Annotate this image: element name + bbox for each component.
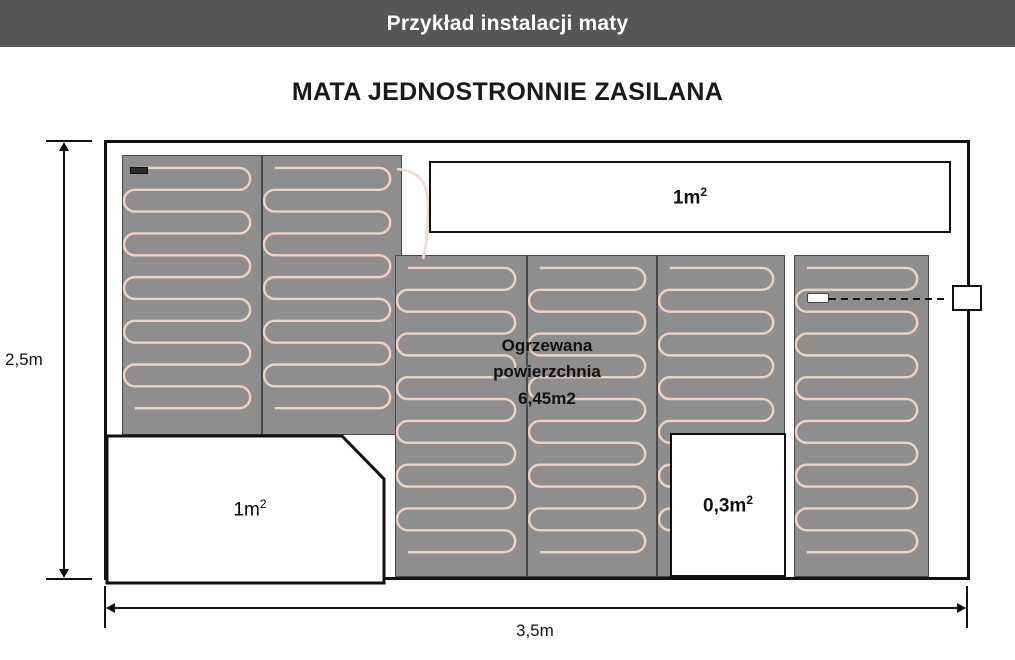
heating-cable-serpentine xyxy=(263,156,401,434)
heated-area-line-3: 6,45m2 xyxy=(518,388,576,408)
cutout-bottom-middle xyxy=(670,433,786,577)
room-outline xyxy=(104,140,970,580)
heated-area-line-1: Ogrzewana xyxy=(501,336,593,355)
sensor-lead-line xyxy=(829,293,954,305)
cutout-bottom-left xyxy=(104,433,396,586)
cutout-top-right xyxy=(429,161,951,233)
dim-line-vertical xyxy=(63,146,65,574)
dim-tick-right xyxy=(966,586,968,628)
dim-arrow-left xyxy=(106,603,115,613)
dim-arrow-up xyxy=(59,142,69,151)
mat-panel-center-b xyxy=(527,255,657,577)
heating-cable-serpentine xyxy=(396,256,526,576)
page-title: MATA JEDNOSTRONNIE ZASILANA xyxy=(291,78,724,106)
banner-title: Przykład instalacji maty xyxy=(386,11,629,35)
dim-arrow-down xyxy=(59,569,69,578)
mat-panel-top-left-b xyxy=(262,155,402,435)
dim-tick-top xyxy=(46,140,92,142)
dim-line-horizontal xyxy=(110,607,962,609)
dim-height-label: 2,5m xyxy=(5,350,43,369)
dim-width-label: 3,5m xyxy=(516,621,554,640)
heating-cable-serpentine xyxy=(528,256,656,576)
sensor-terminal-box xyxy=(952,285,982,311)
cutout-bottom-middle-label: $0,3m^2$ xyxy=(703,492,753,517)
heating-cable-serpentine xyxy=(123,156,261,434)
dim-arrow-right xyxy=(957,603,966,613)
mat-panel-top-left-a xyxy=(122,155,262,435)
cutout-bottom-left-label: $1m^2$ xyxy=(233,497,267,521)
heated-area-line-2: powierzchnia xyxy=(493,362,601,382)
mat-panel-center-a xyxy=(395,255,527,577)
page-banner xyxy=(0,0,1015,47)
floor-sensor-icon xyxy=(807,293,829,303)
cold-lead-connector-icon xyxy=(130,167,148,174)
dim-tick-bottom xyxy=(46,578,92,580)
cutout-top-right-label: $1m^2$ xyxy=(672,184,708,209)
